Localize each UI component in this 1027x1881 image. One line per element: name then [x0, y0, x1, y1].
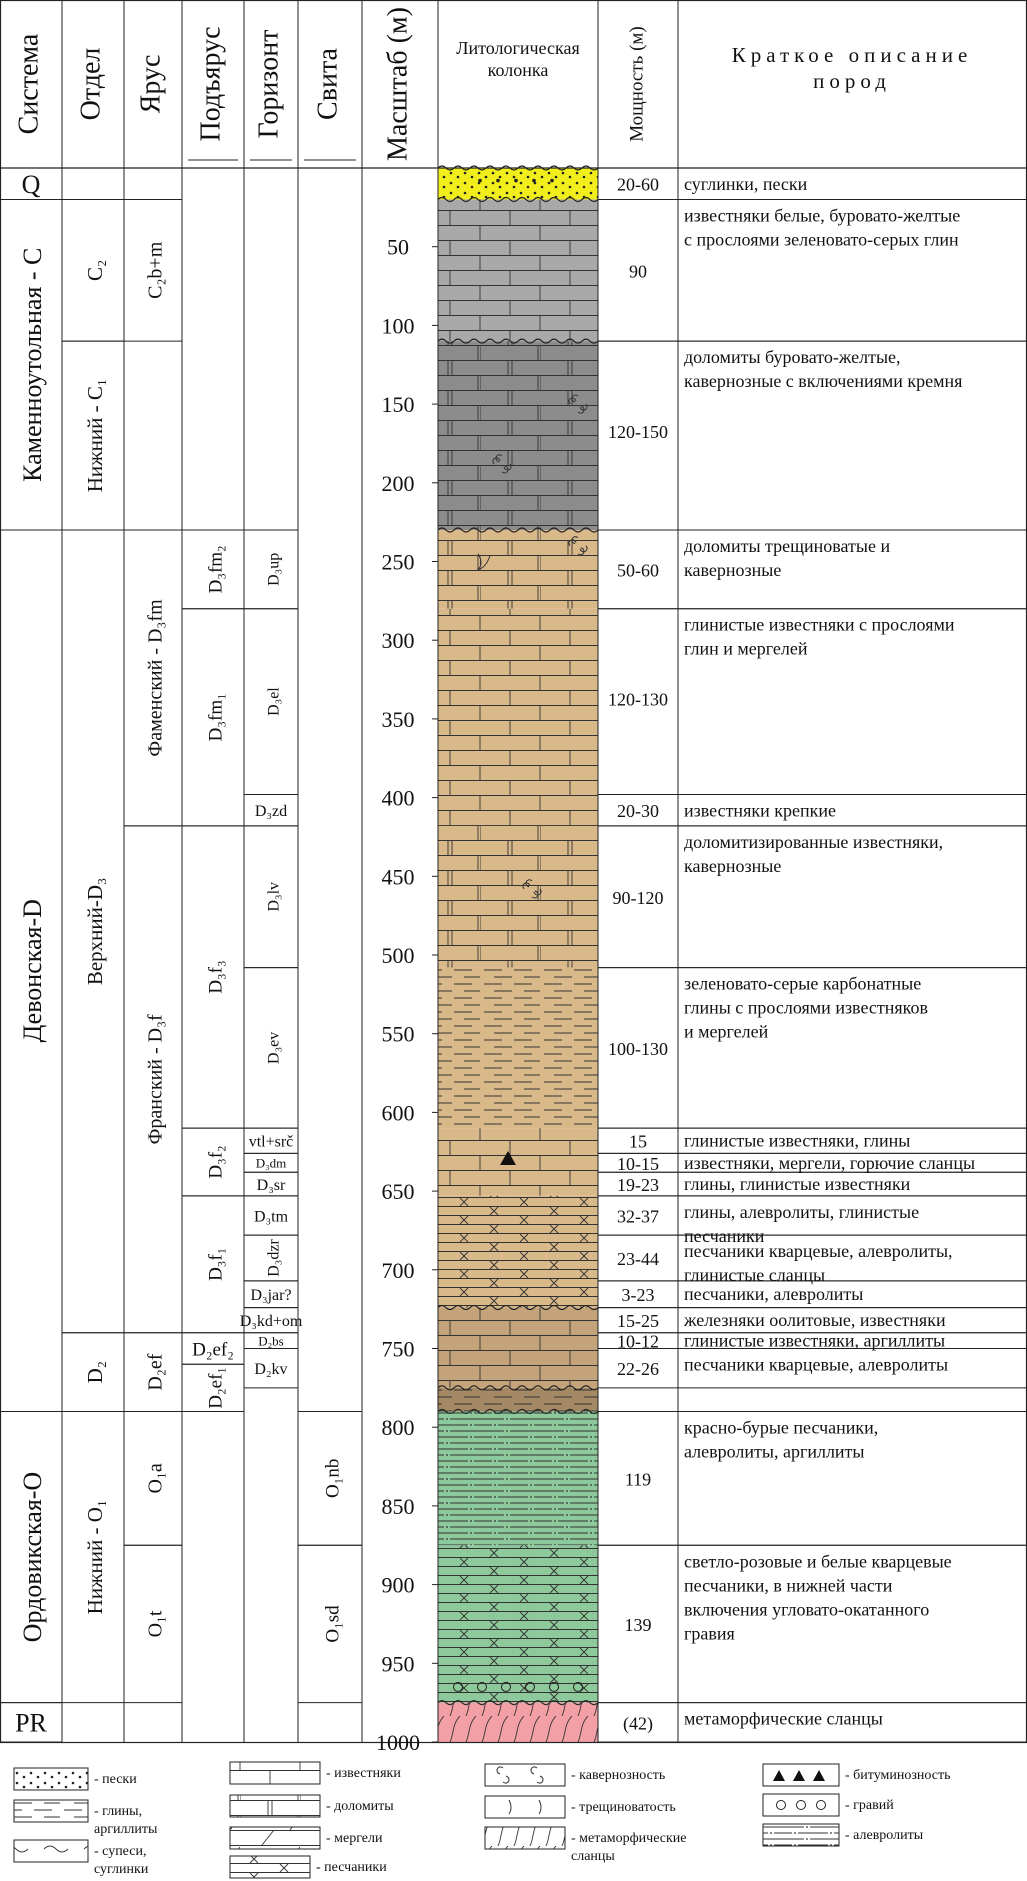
unit-description-line: с прослоями зеленовато-серых глин: [684, 229, 959, 250]
scale-tick-label: 700: [381, 1257, 415, 1283]
legend: [14, 1762, 950, 1878]
header-lithology-line: Литологическая: [456, 38, 580, 58]
sand-dot-symbol: [550, 179, 554, 183]
unit-thickness: 32-37: [617, 1206, 659, 1227]
sand-dot-symbol: [514, 179, 518, 183]
unit-description-line: зеленовато-серые карбонатные: [684, 973, 922, 994]
legend-label: - алевролиты: [845, 1828, 924, 1843]
legend-label: - битуминозность: [845, 1768, 951, 1783]
substage-cell: D₂ef₁: [205, 1366, 227, 1409]
unit-description-line: глинистые известняки с прослоями: [684, 614, 955, 635]
header-description: [732, 43, 973, 93]
substage-cell: D₃f₁: [205, 1247, 227, 1281]
substage-cell: D₃f₂: [205, 1145, 227, 1179]
lithology-pattern-dolomite: [438, 530, 598, 609]
unit-description-line: кавернозные с включениями кремня: [684, 371, 963, 392]
scale-tick-label: 600: [381, 1100, 415, 1126]
unit-description-line: железняки оолитовые, известняки: [684, 1310, 946, 1331]
substage-cell: D₂ef₂: [192, 1339, 234, 1361]
horizon-cell: D₃el: [265, 687, 283, 716]
scale-tick-label: 500: [381, 943, 415, 968]
lithology-pattern-limestone: [438, 794, 598, 825]
horizon-cell: D₃jar?: [250, 1286, 292, 1304]
horizon-cell: D₃ev: [265, 1031, 283, 1064]
legend-label: - гравий: [845, 1798, 894, 1813]
scale-tick-label: 750: [381, 1336, 415, 1362]
scale-tick-label: 100: [381, 313, 415, 339]
unit-thickness: 15-25: [617, 1311, 659, 1332]
unit-thickness: 22-26: [617, 1359, 659, 1380]
lithology-pattern-dolomite: [438, 826, 598, 968]
horizon-cell: D₃kd+om: [239, 1312, 303, 1330]
horizon-cell: D₃dm: [255, 1155, 287, 1171]
scale-tick-label: 300: [381, 628, 415, 654]
scale-tick-label: 400: [381, 785, 415, 811]
legend-pattern-limestone: [230, 1762, 320, 1784]
unit-description-line: известняки, мергели, горючие сланцы: [684, 1152, 976, 1173]
unit-description-line: глин и мергелей: [684, 638, 808, 659]
header-division: Отдел: [75, 47, 107, 121]
legend-item-bitumen: [763, 1764, 950, 1786]
unit-description-line: и мергелей: [684, 1021, 769, 1042]
lithology-pattern-siltstone: [438, 1411, 598, 1545]
unit-description-line: глинистые известняки, аргиллиты: [684, 1330, 946, 1351]
system-cell: Каменноутольная - С: [17, 247, 47, 482]
system-cell: Q: [21, 170, 41, 200]
header-system: Система: [13, 33, 45, 135]
unit-description-line: красно-бурые песчаники,: [684, 1417, 879, 1438]
legend-pattern-siltstone: [763, 1824, 839, 1846]
stage-cell: О₁t: [144, 1610, 167, 1638]
legend-swatch-fracture: [485, 1796, 565, 1818]
scale-tick-label: 350: [381, 706, 415, 732]
unit-thickness: 23-44: [617, 1248, 659, 1269]
legend-label: - песчаники: [316, 1860, 387, 1875]
legend-label: аргиллиты: [94, 1822, 158, 1837]
unit-description-line: известняки крепкие: [684, 800, 836, 821]
lithology-pattern-sandstone: [438, 1545, 598, 1702]
header-description-line: пород: [813, 69, 891, 93]
unit-description-line: песчаники: [684, 1225, 765, 1246]
scale-tick-label: 650: [381, 1179, 415, 1205]
unit-description-line: алевролиты, аргиллиты: [684, 1441, 865, 1462]
horizon-cell: vtl+srč: [248, 1133, 294, 1151]
header-lithology-column: [456, 38, 579, 80]
lithology-pattern-limestone: [438, 609, 598, 795]
substage-cell: D₃f₃: [205, 960, 227, 994]
stage-cell: О₁a: [144, 1463, 167, 1494]
unit-description-line: доломиты трещиноватые и: [684, 536, 891, 557]
legend-label: - трещиноватость: [571, 1800, 676, 1815]
sand-dot-symbol: [496, 179, 500, 183]
unit-description-line: глинистые сланцы: [684, 1265, 826, 1286]
legend-label: - глины,: [94, 1804, 143, 1819]
legend-item-cavern: [485, 1764, 665, 1786]
unit-thickness: 100-130: [608, 1038, 668, 1059]
legend-label: - пески: [94, 1772, 137, 1787]
lithology-pattern-dolomite: [438, 341, 598, 530]
horizon-cell: D₃up: [265, 552, 283, 586]
legend-item-fracture: [485, 1796, 676, 1818]
unit-description-line: кавернозные: [684, 560, 782, 581]
legend-pattern-sand: [14, 1768, 88, 1790]
unit-thickness: 20-30: [617, 801, 659, 822]
unit-description-line: суглинки, пески: [684, 174, 808, 194]
legend-item-marl: [230, 1827, 383, 1849]
legend-pattern-marl: [230, 1827, 320, 1849]
legend-pattern-loam: [14, 1840, 88, 1862]
legend-label: - мергели: [326, 1831, 383, 1846]
horizon-cell: D₃zd: [254, 802, 288, 820]
suite-cell: О₁sd: [322, 1605, 344, 1643]
unit-thickness: 120-130: [608, 689, 668, 710]
unit-thickness: 3-23: [621, 1285, 655, 1306]
legend-pattern-clay: [14, 1800, 88, 1822]
legend-pattern-schist: [485, 1827, 565, 1849]
stage-cell: С₂b+m: [144, 241, 167, 299]
system-cell: Ордовикская-О: [17, 1471, 47, 1643]
unit-description-line: метаморфические сланцы: [684, 1708, 883, 1729]
legend-label: - известняки: [326, 1766, 401, 1781]
legend-item-gravel: [763, 1794, 894, 1816]
lithology-pattern-limestone: [438, 1128, 598, 1196]
legend-label: - кавернозность: [571, 1768, 666, 1783]
lithology-pattern-schist: [438, 1703, 598, 1742]
horizon-cell: D₃tm: [253, 1208, 289, 1226]
system-cell: Девонская-D: [17, 899, 47, 1043]
legend-item-siltstone: [763, 1824, 924, 1846]
header-thickness: Мощность (м): [626, 26, 648, 142]
unit-thickness: 15: [629, 1131, 647, 1152]
division-cell: D₂: [82, 1360, 107, 1384]
header-lithology-line: колонка: [487, 60, 549, 80]
horizon-cell: D₃sr: [256, 1176, 286, 1194]
stage-cell: D₂ef: [144, 1353, 167, 1391]
legend-label: - метаморфические: [571, 1831, 687, 1846]
scale-tick-label: 150: [381, 392, 415, 418]
scale-tick-label: 550: [381, 1021, 415, 1047]
unit-thickness: (42): [623, 1713, 653, 1734]
lithology-pattern-limestone: [438, 1308, 598, 1388]
unit-thickness: 10-15: [617, 1153, 659, 1174]
unit-description-line: песчаники, алевролиты: [684, 1284, 864, 1305]
legend-item-dolomite: [230, 1795, 394, 1817]
unit-description-line: песчаники кварцевые, алевролиты,: [684, 1241, 953, 1262]
division-cell: Нижний - О₁: [82, 1499, 107, 1615]
legend-swatch-gravel: [763, 1794, 839, 1816]
legend-item-schist: [485, 1827, 687, 1864]
lithology-fills: [438, 168, 598, 1742]
lithology-pattern-clay: [438, 968, 598, 1129]
legend-item-loam: [14, 1840, 149, 1877]
scale-tick-label: 450: [381, 864, 415, 890]
legend-label: - доломиты: [326, 1799, 394, 1814]
legend-label: сланцы: [571, 1849, 615, 1864]
header-horizon: Горизонт: [253, 29, 285, 139]
system-cell: PR: [15, 1708, 47, 1738]
legend-label: - супеси,: [94, 1844, 147, 1859]
unit-description-line: известняки белые, буровато-желтые: [684, 205, 961, 226]
header-suite: Свита: [312, 48, 344, 120]
horizon-cell: D₃dzr: [265, 1239, 283, 1277]
unit-thickness: 10-12: [617, 1331, 659, 1352]
header-scale: Масштаб (м): [382, 7, 414, 161]
horizon-cell: D₃lv: [265, 881, 283, 912]
scale-tick-label: 1000: [376, 1730, 420, 1755]
scale-tick-label: 900: [381, 1572, 415, 1598]
legend-label: суглинки: [94, 1862, 149, 1877]
legend-item-sandstone: [230, 1856, 387, 1878]
division-cell: Верхний-D₃: [82, 877, 107, 986]
legend-swatch-cavern: [485, 1764, 565, 1786]
header-description-line: Краткое описание: [731, 43, 973, 67]
unit-description-line: гравия: [684, 1623, 735, 1644]
unit-thickness: 139: [624, 1614, 652, 1635]
header-substage: Подъярус: [195, 26, 227, 142]
lithology-pattern-clay: [438, 1388, 598, 1412]
stage-cell: Франский - D₃f: [144, 1014, 167, 1145]
unit-thickness: 120-150: [608, 422, 668, 443]
legend-item-sand: [14, 1768, 137, 1790]
scale-tick-label: 850: [381, 1493, 415, 1519]
substage-cell: D₃fm₁: [205, 693, 227, 742]
header-stage: Ярус: [135, 54, 167, 114]
sand-dot-symbol: [478, 179, 482, 183]
unit-description-line: песчаники кварцевые, алевролиты: [684, 1354, 949, 1375]
scale-tick-label: 250: [381, 549, 415, 575]
lithology-pattern-limestone: [438, 199, 598, 341]
division-cell: Нижний - С₁: [82, 378, 107, 493]
legend-item-clay: [14, 1800, 158, 1837]
substage-cell: D₃fm₂: [205, 545, 227, 594]
lithology-pattern-sandstone: [438, 1196, 598, 1308]
horizon-cell: D₂bs: [258, 1333, 284, 1349]
unit-description-line: доломиты буровато-желтые,: [684, 347, 901, 368]
horizon-cell: D₂kv: [254, 1360, 288, 1378]
unit-description-line: глинистые известняки, глины: [684, 1130, 911, 1151]
unit-description-line: доломитизированные известняки,: [684, 831, 944, 852]
scale-tick-label: 800: [381, 1415, 415, 1441]
lithology-pattern-sand: [438, 168, 598, 199]
unit-description-line: глины с прослоями известняков: [684, 997, 928, 1018]
division-cell: С₂: [82, 259, 107, 281]
suite-cell: О₁nb: [322, 1458, 344, 1499]
unit-thickness: 119: [624, 1469, 652, 1490]
scale-tick-label: 50: [387, 234, 409, 260]
legend-pattern-sandstone: [230, 1856, 310, 1878]
sand-dot-symbol: [532, 179, 536, 183]
unit-thickness: 50-60: [617, 560, 659, 581]
unit-description-line: включения угловато-окатанного: [684, 1599, 930, 1620]
unit-thickness: 20-60: [617, 174, 659, 195]
unit-description-line: светло-розовые и белые кварцевые: [684, 1551, 952, 1572]
legend-item-limestone: [230, 1762, 401, 1784]
unit-description-line: песчаники, в нижней части: [684, 1575, 893, 1596]
unit-description-line: глины, глинистые известняки: [684, 1174, 911, 1195]
scale-tick-label: 200: [381, 470, 415, 496]
unit-thickness: 90: [629, 261, 647, 282]
stage-cell: Фаменский - D₃fm: [144, 599, 167, 757]
unit-thickness: 19-23: [617, 1175, 659, 1196]
unit-description-line: глины, алевролиты, глинистые: [684, 1201, 920, 1222]
legend-pattern-dolomite: [230, 1795, 320, 1817]
unit-description-line: кавернозные: [684, 855, 782, 876]
scale-tick-label: 950: [381, 1651, 415, 1677]
unit-thickness: 90-120: [612, 887, 664, 908]
